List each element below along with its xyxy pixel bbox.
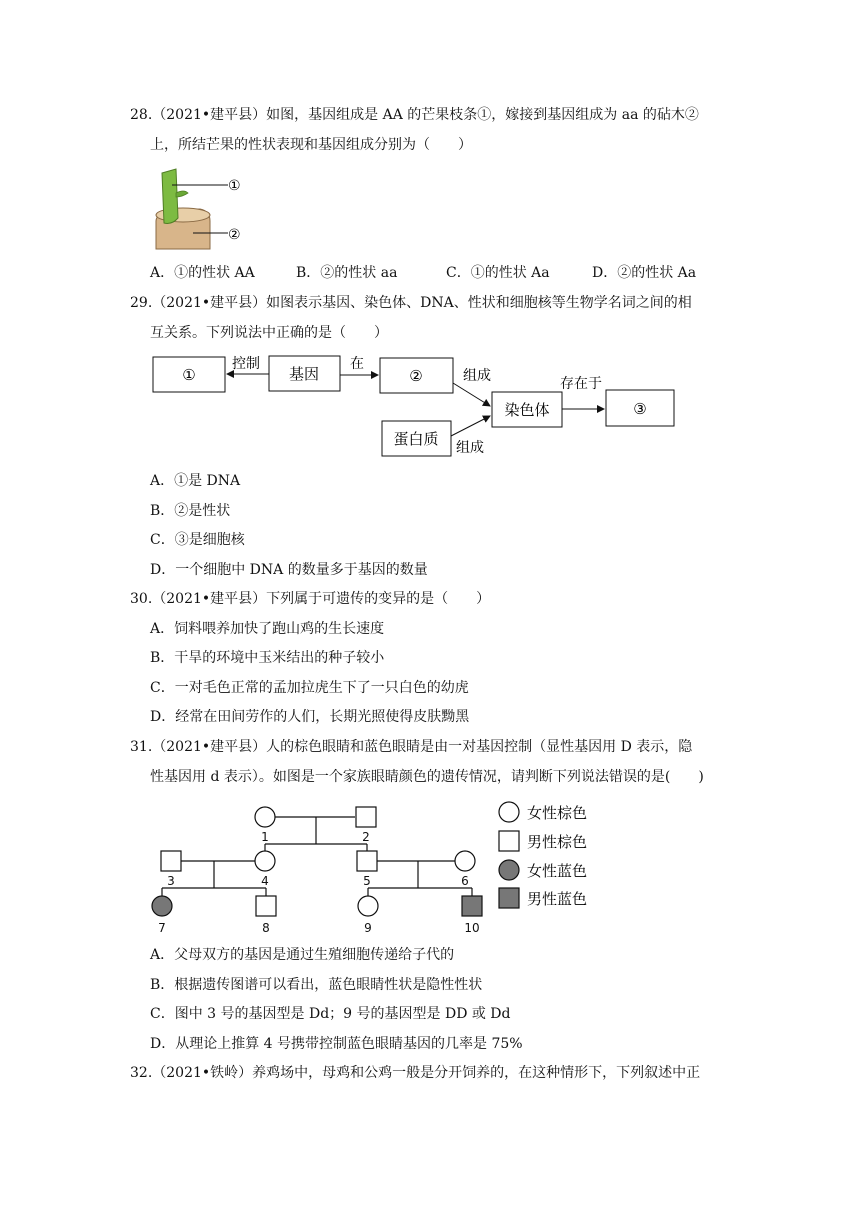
q28-option-c: C．①的性状 Aa xyxy=(446,265,550,281)
svg-text:①: ① xyxy=(182,366,196,384)
svg-text:6: 6 xyxy=(461,874,469,888)
svg-text:5: 5 xyxy=(363,874,371,888)
q30-option-d: D．经常在田间劳作的人们，长期光照使得皮肤黝黑 xyxy=(150,709,470,725)
q28-option-d: D．②的性状 Aa xyxy=(592,265,697,281)
individual-4 xyxy=(255,851,275,871)
q31-option-b: B．根据遗传图谱可以看出，蓝色眼睛性状是隐性性状 xyxy=(150,977,483,993)
svg-text:女性蓝色: 女性蓝色 xyxy=(527,862,588,880)
q31-option-c: C．图中 3 号的基因型是 Dd；9 号的基因型是 DD 或 Dd xyxy=(150,1006,511,1022)
q29-stem-line2: 互关系。下列说法中正确的是（ ） xyxy=(150,325,388,341)
svg-text:7: 7 xyxy=(158,921,166,935)
individual-7 xyxy=(152,896,172,916)
svg-text:9: 9 xyxy=(364,921,372,935)
label-2: ② xyxy=(228,227,241,243)
svg-text:组成: 组成 xyxy=(463,368,491,384)
grafting-figure xyxy=(148,163,258,253)
svg-text:女性棕色: 女性棕色 xyxy=(527,804,588,822)
svg-text:4: 4 xyxy=(261,874,269,888)
q31-stem-line2: 性基因用 d 表示）。如图是一个家族眼睛颜色的遗传情况，请判断下列说法错误的是( ) xyxy=(150,769,704,785)
q30-stem: 30.（2021•建平县）下列属于可遗传的变异的是（ ） xyxy=(130,591,491,607)
svg-text:8: 8 xyxy=(262,921,270,935)
q32-stem: 32.（2021•铁岭）养鸡场中，母鸡和公鸡一般是分开饲养的，在这种情形下，下列叙述中正 xyxy=(130,1065,701,1081)
svg-text:男性棕色: 男性棕色 xyxy=(527,833,588,851)
svg-text:存在于: 存在于 xyxy=(560,376,602,392)
individual-6 xyxy=(455,851,475,871)
legend-male-brown-symbol xyxy=(499,831,519,851)
svg-text:②: ② xyxy=(409,367,423,385)
svg-text:3: 3 xyxy=(167,874,175,888)
individual-2 xyxy=(356,807,376,827)
individual-1 xyxy=(255,807,275,827)
svg-text:蛋白质: 蛋白质 xyxy=(393,430,439,448)
svg-text:控制: 控制 xyxy=(232,356,260,372)
pedigree-legend xyxy=(495,796,635,916)
legend-female-brown-symbol xyxy=(499,802,519,822)
legend-male-blue-symbol xyxy=(499,888,519,908)
q28-option-b: B．②的性状 aa xyxy=(296,265,398,281)
q29-option-c: C．③是细胞核 xyxy=(150,532,245,548)
q30-option-a: A．饲料喂养加快了跑山鸡的生长速度 xyxy=(150,621,385,637)
label-1: ① xyxy=(228,178,241,194)
q30-option-c: C．一对毛色正常的孟加拉虎生下了一只白色的幼虎 xyxy=(150,680,469,696)
scion-bud xyxy=(176,191,188,197)
q28-stem-line2: 上，所结芒果的性状表现和基因组成分别为（ ） xyxy=(150,137,472,153)
q29-stem-line1: 29.（2021•建平县）如图表示基因、染色体、DNA、性状和细胞核等生物学名词之间的相 xyxy=(130,295,692,311)
individual-10 xyxy=(462,896,482,916)
svg-text:染色体: 染色体 xyxy=(504,401,550,419)
svg-text:1: 1 xyxy=(261,830,269,844)
svg-text:男性蓝色: 男性蓝色 xyxy=(527,890,588,908)
legend-female-blue-symbol xyxy=(499,860,519,880)
q29-option-d: D．一个细胞中 DNA 的数量多于基因的数量 xyxy=(150,562,428,578)
svg-text:组成: 组成 xyxy=(456,440,484,456)
q29-option-b: B．②是性状 xyxy=(150,503,231,519)
q31-option-d: D．从理论上推算 4 号携带控制蓝色眼睛基因的几率是 75% xyxy=(150,1036,523,1052)
q28-option-a: A．①的性状 AA xyxy=(150,265,255,281)
q30-option-b: B．干旱的环境中玉米结出的种子较小 xyxy=(150,650,385,666)
concept-diagram xyxy=(150,348,690,460)
individual-5 xyxy=(357,851,377,871)
q28-stem-line1: 28.（2021•建平县）如图，基因组成是 AA 的芒果枝条①，嫁接到基因组成为 aa 的砧木② xyxy=(130,107,699,123)
svg-text:在: 在 xyxy=(350,356,364,372)
svg-text:2: 2 xyxy=(362,830,370,844)
individual-9 xyxy=(358,896,378,916)
svg-text:基因: 基因 xyxy=(288,365,320,383)
q31-option-a: A．父母双方的基因是通过生殖细胞传递给子代的 xyxy=(150,947,455,963)
svg-text:10: 10 xyxy=(464,921,480,935)
svg-text:③: ③ xyxy=(633,400,647,418)
q29-option-a: A．①是 DNA xyxy=(150,473,241,489)
individual-8 xyxy=(256,896,276,916)
q31-stem-line1: 31.（2021•建平县）人的棕色眼睛和蓝色眼睛是由一对基因控制（显性基因用 D 表示，隐 xyxy=(130,739,693,755)
individual-3 xyxy=(161,851,181,871)
